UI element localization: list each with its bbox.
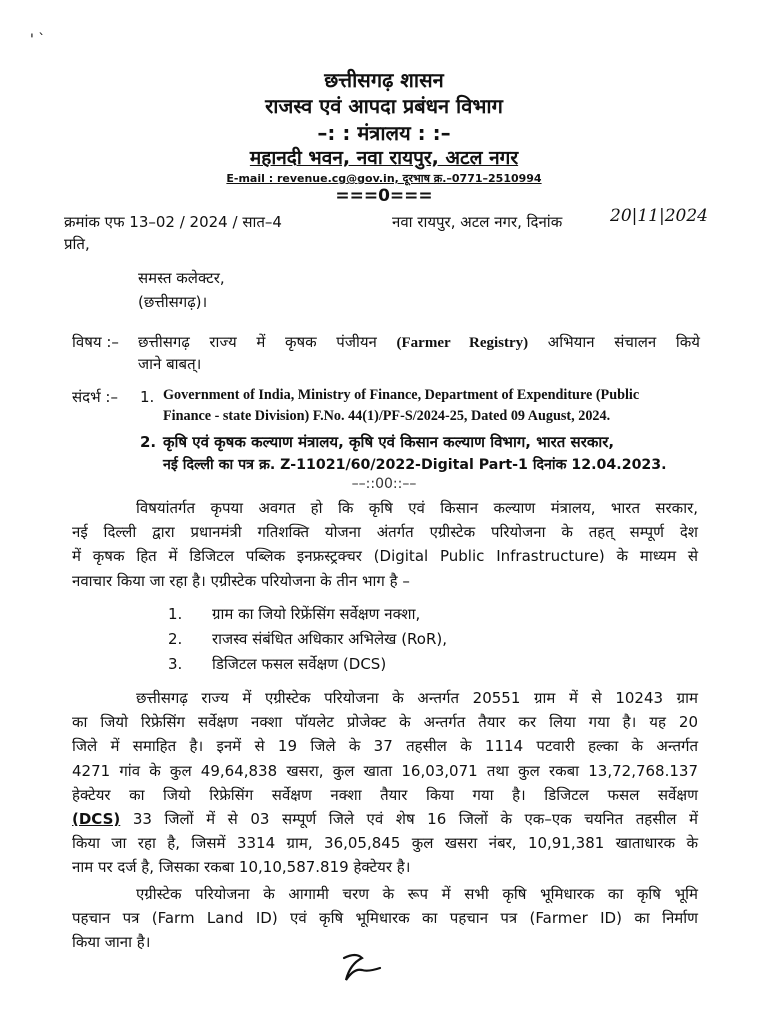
government-title: छत्तीसगढ़ शासन [324, 68, 444, 92]
paragraph-intro [72, 496, 698, 593]
office-address: महानदी भवन, नवा रायपुर, अटल नगर [249, 147, 519, 169]
part-2-num: 2. [168, 630, 183, 648]
handwritten-date: 20|11|2024 [610, 206, 708, 226]
paragraph-status-line: जिले में समाहित है। इनमें से 19 जिले के 37 तहसील के 1114 पटवारी हल्का के अन्तर्गत [72, 737, 698, 756]
dcs-abbreviation: (DCS) [72, 810, 121, 829]
paragraph-next-phase-line: एग्रीस्टेक परियोजना के आगामी चरण के रूप में सभी कृषि भूमिधारक का कृषि भूमि [136, 885, 698, 903]
paragraph-intro-line: नवाचार किया जा रहा है। एग्रीस्टेक परियोजना के तीन भाग है – [72, 571, 410, 590]
part-3-text: डिजिटल फसल सर्वेक्षण (DCS) [212, 655, 387, 673]
paragraph-intro-line: में कृषक हित में डिजिटल पब्लिक इनफ्रस्ट्रक्चर (Digital Public Infrastructure) के माध्यम से [72, 547, 698, 566]
subject-text-a: छत्तीसगढ़ राज्य में कृषक पंजीयन [138, 333, 377, 351]
corner-mark: ' ˋ [30, 32, 46, 48]
header-separator: ===0=== [335, 186, 433, 206]
reference-2-line-1: कृषि एवं कृषक कल्याण मंत्रालय, कृषि एवं किसान कल्याण विभाग, भारत सरकार, [163, 433, 615, 451]
paragraph-status-line: हेक्टेयर का जियो रिफ्रेसिंग सर्वेक्षण नक्शा तैयार किया गया है। डिजिटल फसल सर्वेक्षण [72, 785, 698, 804]
to-label: प्रति, [64, 235, 90, 253]
department-title: राजस्व एवं आपदा प्रबंधन विभाग [265, 94, 503, 118]
paragraph-status-line: किया जा रहा है, जिसमें 3314 ग्राम, 36,05,845 कुल खसरा नंबर, 10,91,381 खाताधारक के [72, 834, 698, 853]
place-date-label: नवा रायपुर, अटल नगर, दिनांक [392, 213, 563, 231]
part-1-num: 1. [168, 605, 183, 623]
reference-1-num: 1. [140, 388, 155, 406]
reference-1-line-2: Finance - state Division) F.No. 44(1)/PF-S/2024-25, Dated 09 August, 2024. [163, 408, 611, 424]
reference-label: संदर्भ :– [72, 388, 118, 406]
paragraph-status-line-dcs [72, 807, 698, 831]
signature-icon [336, 950, 386, 986]
paragraph-intro-line: विषयांतर्गत कृपया अवगत हो कि कृषि एवं किसान कल्याण मंत्रालय, भारत सरकार, [136, 499, 698, 517]
subject-text-b: (Farmer Registry) [396, 335, 529, 351]
paragraph-status-line: नाम पर दर्ज है, जिसका रकबा 10,10,587.819 हेक्टेयर है। [72, 858, 411, 877]
recipient-line-1: समस्त कलेक्टर, [138, 269, 225, 287]
contact-line: E-mail : revenue.cg@gov.in, दूरभाष क्र.–0771–2510994 [226, 172, 542, 185]
reference-divider: ––::00::–– [351, 476, 417, 492]
subject-text-c: अभियान संचालन किये [547, 333, 700, 351]
reference-2-line-2: नई दिल्ली का पत्र क्र. Z-11021/60/2022-Digital Part-1 दिनांक 12.04.2023. [163, 457, 667, 473]
paragraph-next-phase-line: पहचान पत्र (Farm Land ID) एवं कृषि भूमिधारक का पहचान पत्र (Farmer ID) का निर्माण [72, 909, 698, 928]
paragraph-status-line: का जियो रिफ्रेसिंग सर्वेक्षण नक्शा पॉयलेट प्रोजेक्ट के अन्तर्गत तैयार कर लिया गया है। यह 20 [72, 713, 698, 732]
paragraph-next-phase [72, 882, 698, 955]
ministry-title: –: : मंत्रालय : :– [317, 121, 451, 145]
reference-2-num: 2. [140, 433, 157, 451]
paragraph-next-phase-line: किया जाना है। [72, 933, 151, 952]
part-1-text: ग्राम का जियो रिफ्रेंसिंग सर्वेक्षण नक्शा, [212, 605, 421, 623]
paragraph-status-dcs-text: 33 जिलों में से 03 सम्पूर्ण जिले एवं शेष 16 जिलों के एक–एक चयनित तहसील में [132, 810, 698, 829]
subject-label: विषय :– [72, 333, 119, 351]
part-3-num: 3. [168, 655, 183, 673]
subject-line-2: जाने बाबत्। [138, 355, 202, 373]
subject-line-1 [138, 330, 700, 355]
paragraph-status-line: छत्तीसगढ़ राज्य में एग्रीस्टेक परियोजना के अन्तर्गत 20551 ग्राम में से 10243 ग्राम [136, 689, 698, 707]
letter-number: क्रमांक एफ 13–02 / 2024 / सात–4 [64, 213, 282, 231]
reference-1-line-1: Government of India, Ministry of Finance, Department of Expenditure (Public [163, 387, 640, 403]
recipient-line-2: (छत्तीसगढ़)। [138, 293, 208, 311]
paragraph-status-line: 4271 गांव के कुल 49,64,838 खसरा, कुल खाता 16,03,071 तथा कुल रकबा 13,72,768.137 [72, 761, 698, 780]
paragraph-status [72, 686, 698, 880]
part-2-text: राजस्व संबंधित अधिकार अभिलेख (RoR), [212, 630, 448, 648]
paragraph-intro-line: नई दिल्ली द्वारा प्रधानमंत्री गतिशक्ति योजना अंतर्गत एग्रीस्टेक परियोजना के तहत् सम्पूर्ण देश [72, 523, 698, 542]
